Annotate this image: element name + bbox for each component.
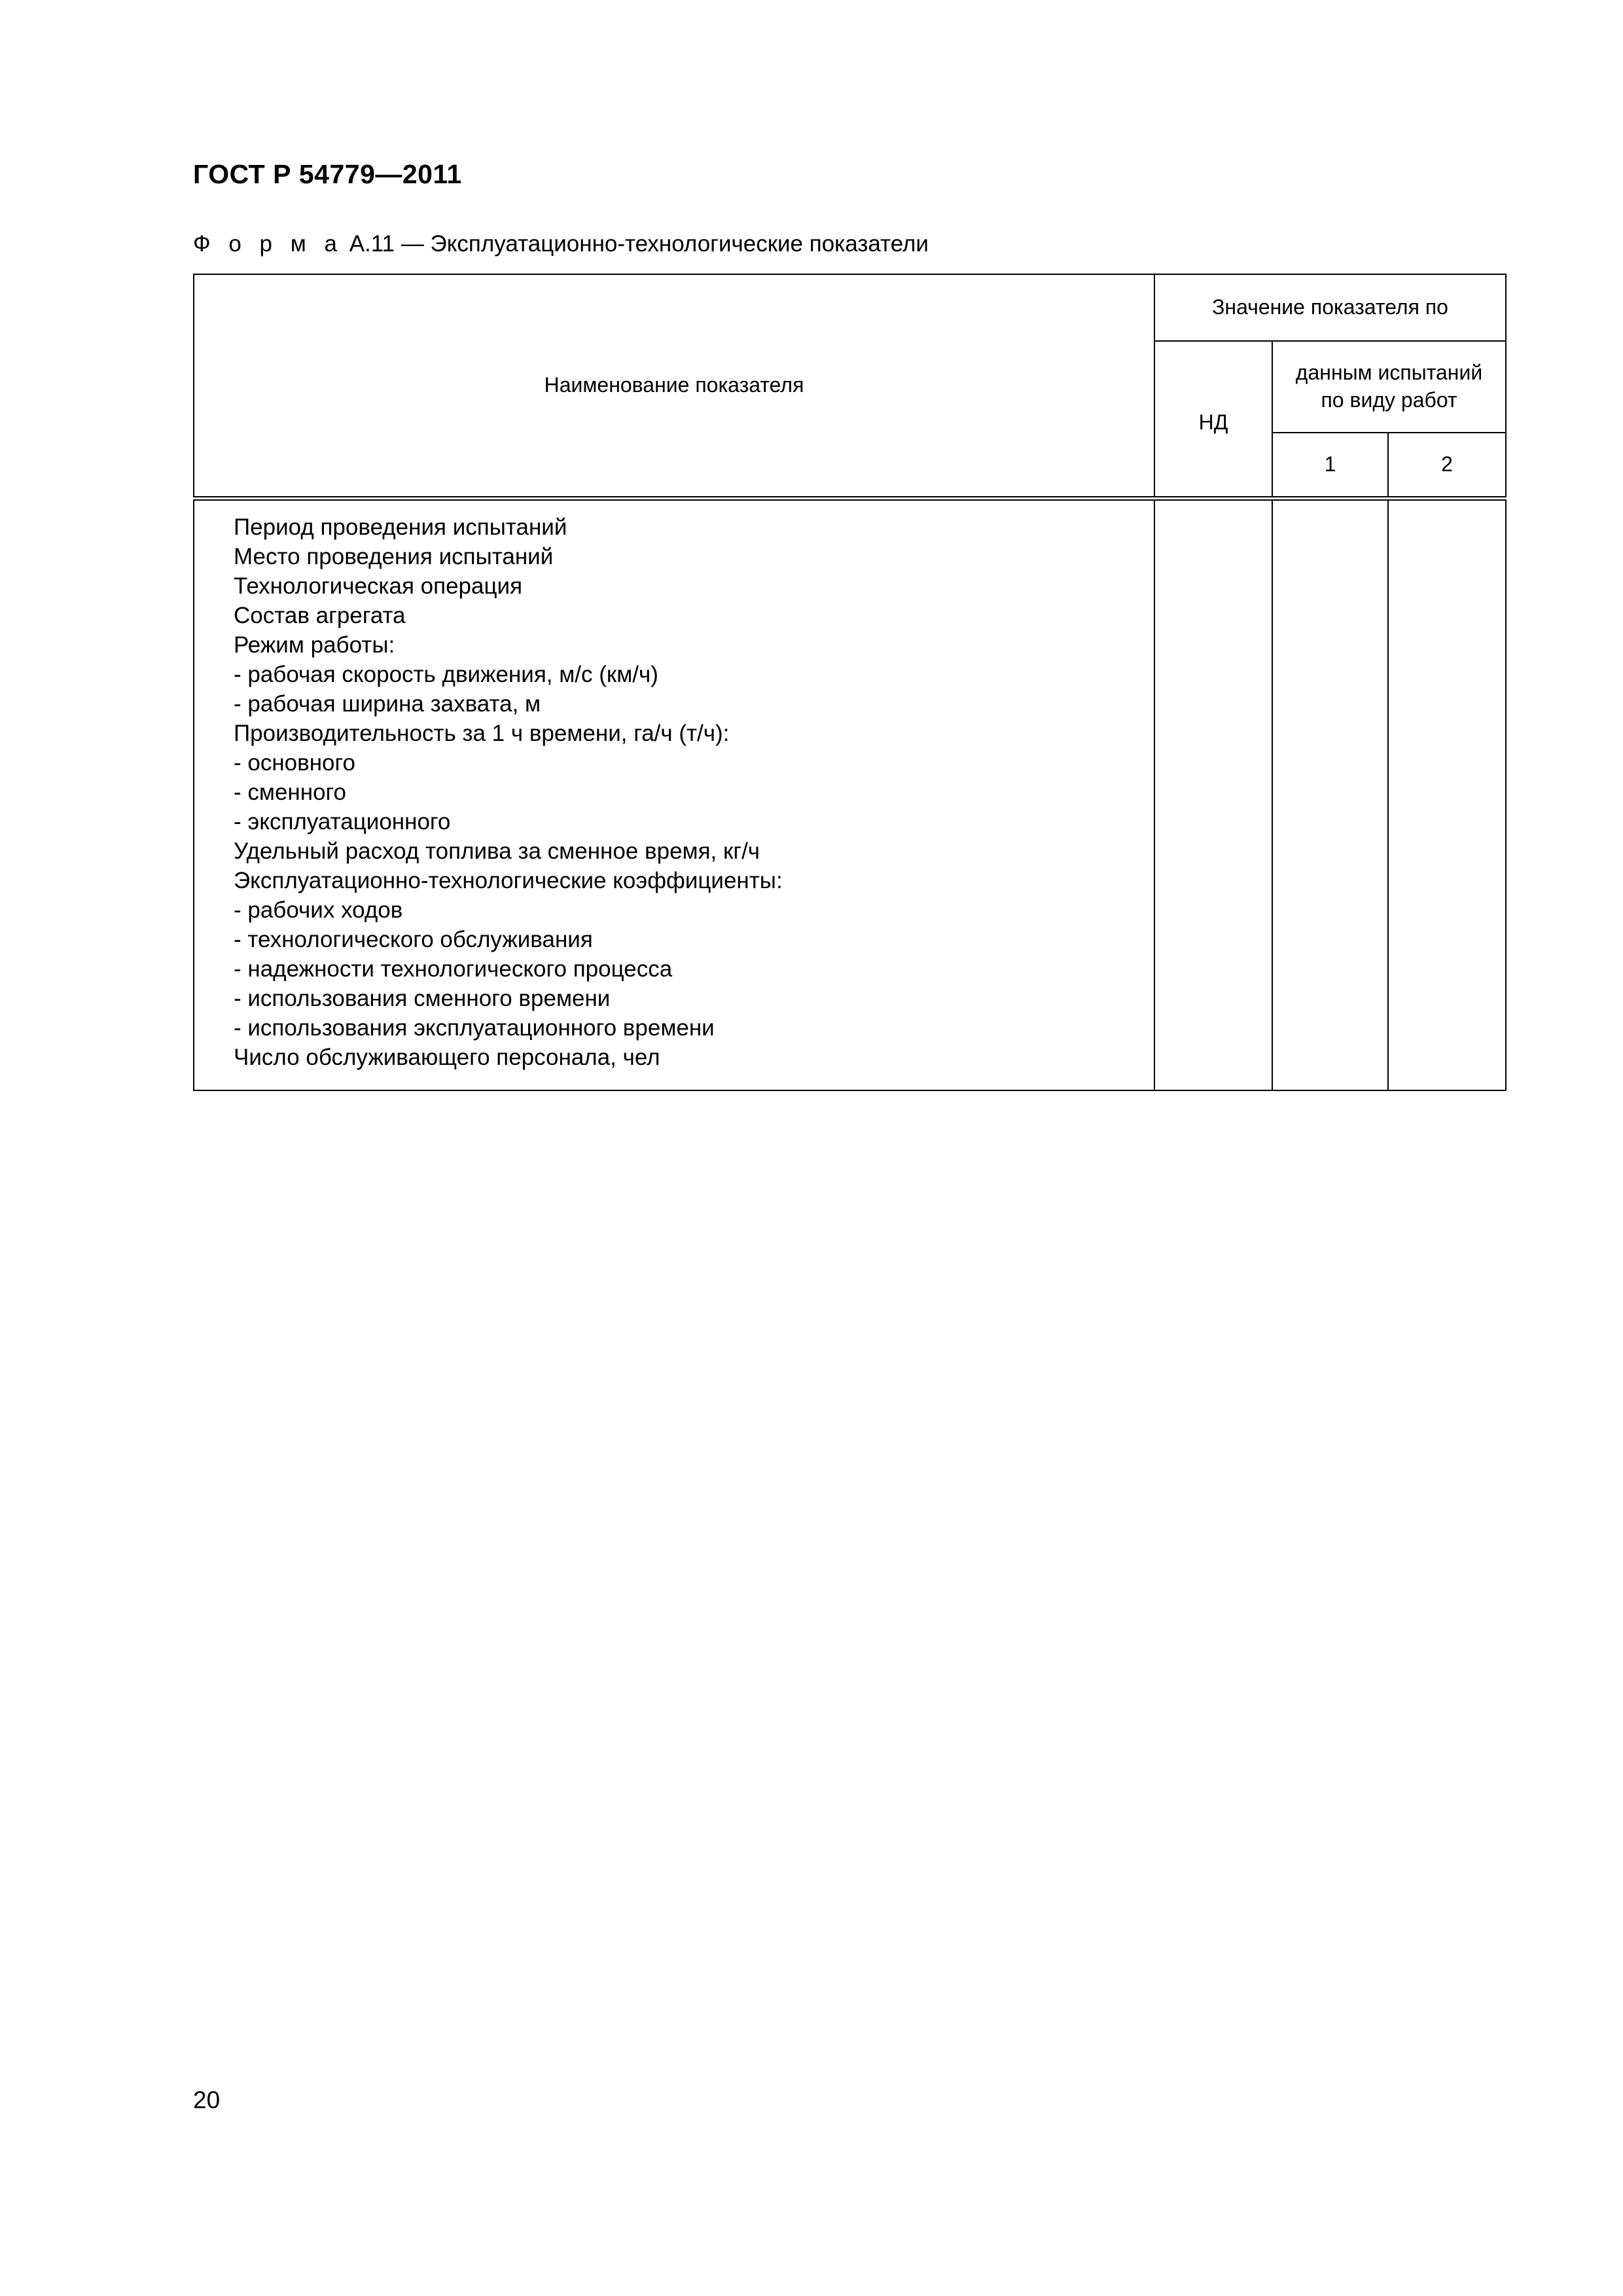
indicator-item: Удельный расход топлива за сменное время, кг/ч <box>234 838 760 864</box>
document-standard-title: ГОСТ Р 54779—2011 <box>193 159 462 189</box>
column-header-work-type-1: 1 <box>1272 433 1388 498</box>
indicator-item: Производительность за 1 ч времени, га/ч (т/ч): <box>234 720 730 746</box>
indicator-item: - сменного <box>234 779 346 805</box>
column-header-nd: НД <box>1154 341 1272 498</box>
column-header-work-type-2: 2 <box>1388 433 1506 498</box>
work-type-1-value-cell[interactable] <box>1272 498 1388 1090</box>
form-label-title: А.11 — Эксплуатационно-технологические показатели <box>349 231 929 257</box>
indicator-item: Эксплуатационно-технологические коэффициенты: <box>234 867 783 893</box>
column-header-value-group: Значение показателя по <box>1154 274 1506 341</box>
indicator-item: - использования сменного времени <box>234 985 611 1011</box>
indicator-list-cell <box>194 498 1154 1090</box>
indicator-item: - эксплуатационного <box>234 808 451 834</box>
page-number: 20 <box>193 2087 221 2113</box>
nd-value-cell[interactable] <box>1154 498 1272 1090</box>
indicators-table <box>193 274 1507 1091</box>
indicator-item: - использования эксплуатационного времени <box>234 1014 715 1041</box>
indicator-item: - рабочая скорость движения, м/с (км/ч) <box>234 661 658 687</box>
indicator-item: - основного <box>234 749 355 776</box>
column-header-test-data <box>1272 341 1506 433</box>
indicator-item: - надежности технологического процесса <box>234 956 673 982</box>
indicator-item: Технологическая операция <box>234 573 523 599</box>
indicator-item: - технологического обслуживания <box>234 926 593 952</box>
indicator-item: Режим работы: <box>234 632 395 658</box>
indicator-item: Период проведения испытаний <box>234 514 567 540</box>
column-header-test-data-label: данным испытаний по виду работ <box>1295 361 1483 412</box>
form-caption <box>193 231 929 257</box>
indicator-item: - рабочих ходов <box>234 897 403 923</box>
form-label-prefix: Ф о р м а <box>193 231 343 257</box>
work-type-2-value-cell[interactable] <box>1388 498 1506 1090</box>
indicator-item: - рабочая ширина захвата, м <box>234 691 541 717</box>
indicator-item: Место проведения испытаний <box>234 543 554 569</box>
indicator-item: Состав агрегата <box>234 602 406 628</box>
column-header-indicator-name: Наименование показателя <box>194 274 1154 498</box>
indicator-item: Число обслуживающего персонала, чел <box>234 1044 660 1070</box>
